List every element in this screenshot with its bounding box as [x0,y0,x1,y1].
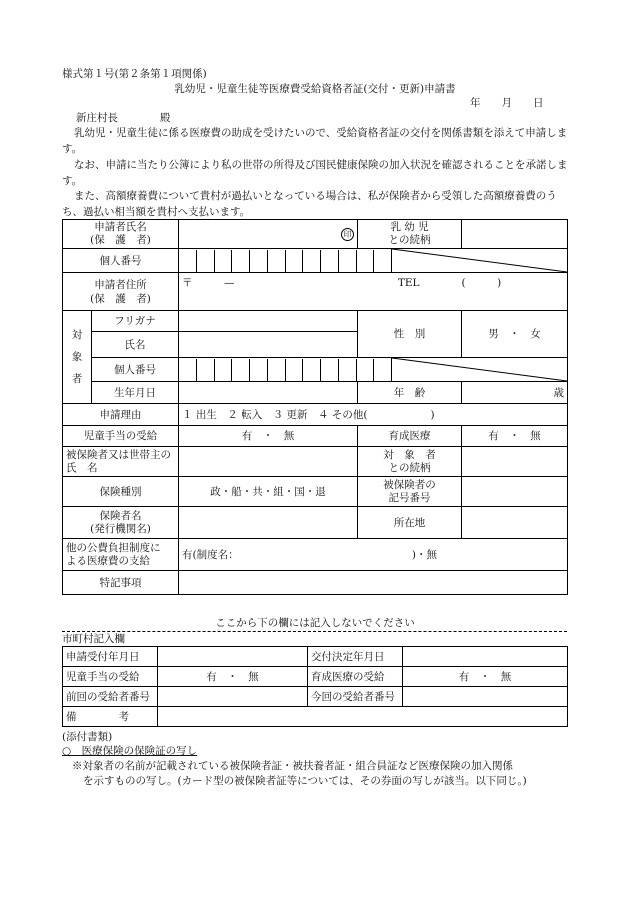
insurer-name-field[interactable] [179,507,358,539]
addressee: 新庄村長 殿 [76,112,171,124]
insurance-symbol-field[interactable] [462,477,568,507]
furigana-field[interactable] [179,311,358,332]
office-remarks-field[interactable] [158,707,568,727]
subject-id-label: 個人番号 [92,358,179,382]
subject-side-label: 対 象 者 [63,311,92,404]
applicant-address-field[interactable] [179,273,568,311]
office-child-allowance-label: 児童手当の受給 [63,667,158,687]
child-allowance-label: 児童手当の受給 [63,426,179,447]
attachment-note-line-1: ※対象者の名前が記載されている被保険者証・被扶養者証・組合員証など医療保険の加入関係 [72,760,513,772]
intro-paragraph-2: なお、申請に当たり公簿により私の世帯の所得及び国民健康保険の加入状況を確認されることを承諾します。 [62,159,568,187]
applicant-address-label: 申請者住所 (保 護 者) [63,273,179,311]
applicant-id-boxes[interactable] [179,249,392,273]
insured-name-label: 被保険者又は世帯主の 氏 名 [63,447,179,477]
subject-relation-field[interactable] [462,447,568,477]
relation-to-child-field[interactable] [462,220,568,249]
attachment-note-line-2: を示すものの写し。(カード型の被保険者証等については、その券面の写しが該当。以下同じ。) [83,775,527,787]
subject-name-field[interactable] [179,332,358,358]
sex-options[interactable]: 男 ・ 女 [462,311,568,358]
current-number-field[interactable] [403,687,568,707]
subject-relation-label: 対 象 者 との続柄 [358,447,462,477]
remarks-field[interactable] [179,571,568,595]
intro-paragraph-1: 乳幼児・児童生徒に係る医療費の助成を受けたいので、受給資格者証の交付を関係書類を添えて申請します。 [62,127,568,155]
ikusei-label: 育成医療 [358,426,462,447]
prev-number-field[interactable] [158,687,308,707]
insurance-symbol-label: 被保険者の 記号番号 [358,477,462,507]
age-label: 年 齢 [358,382,462,404]
office-use-table [62,646,568,727]
postal-code: 〒 — [182,277,235,289]
received-date-label: 申請受付年月日 [63,647,158,667]
application-table [62,219,568,595]
sex-label: 性 別 [358,311,462,358]
applicant-id-blank-diagonal [392,249,568,273]
prev-number-label: 前回の受給者番号 [63,687,158,707]
remarks-label: 特記事項 [63,571,179,595]
divider-note: ここから下の欄には記入しないでください [215,617,415,629]
decided-date-field[interactable] [403,647,568,667]
insurance-type-label: 保険種別 [63,477,179,507]
applicant-id-label: 個人番号 [63,249,179,273]
office-ikusei-label: 育成医療の受給 [308,667,403,687]
public-fund-field[interactable]: 有(制度名： )・無 [179,539,568,571]
office-remarks-label: 備 考 [63,707,158,727]
ikusei-options[interactable]: 有 ・ 無 [462,426,568,447]
reason-label: 申請理由 [63,404,179,426]
office-section-label: 市町村記入欄 [62,633,125,645]
birth-date-field[interactable] [179,382,358,404]
attachments-heading: (添付書類) [62,731,113,743]
applicant-name-label: 申請者氏名 (保 護 者) [63,220,179,249]
child-allowance-options[interactable]: 有 ・ 無 [179,426,358,447]
subject-id-blank-diagonal [392,358,568,382]
dashed-divider [62,631,567,632]
relation-to-child-label: 乳 幼 児 との続柄 [358,220,462,249]
date-line: 年 月 日 [470,97,544,109]
office-ikusei-options[interactable]: 有 ・ 無 [403,667,568,687]
furigana-label: フリガナ [92,311,179,332]
received-date-field[interactable] [158,647,308,667]
form-title: 乳幼児・児童生徒等医療費受給資格者証(交付・更新)申請書 [174,83,456,95]
form-number: 様式第１号(第２条第１項関係) [62,68,207,80]
attachment-item: ○ 医療保険の保険証の写し [62,745,198,757]
insurer-name-label: 保険者名 (発行機関名) [63,507,179,539]
subject-id-boxes[interactable] [179,358,392,382]
telephone: TEL ( ) [397,277,502,289]
seal-icon: 印 [341,228,354,241]
public-fund-label: 他の公費負担制度に よる医療費の支給 [63,539,179,571]
reason-options[interactable]: １ 出生 ２ 転入 ３ 更新 ４ その他( ) [179,404,568,426]
subject-name-label: 氏名 [92,332,179,358]
office-child-allowance-options[interactable]: 有 ・ 無 [158,667,308,687]
intro-paragraph-3: また、高額療養費について貴村が過払いとなっている場合は、私が保険者から受領した高額療養費のうち、過払い相当額を貴村へ支払います。 [62,190,557,218]
insurance-type-options[interactable]: 政・船・共・組・国・退 [179,477,358,507]
applicant-name-field[interactable] [179,220,358,249]
current-number-label: 今回の受給者番号 [308,687,403,707]
insurer-location-label: 所在地 [358,507,462,539]
decided-date-label: 交付決定年月日 [308,647,403,667]
birth-date-label: 生年月日 [92,382,179,404]
insurer-location-field[interactable] [462,507,568,539]
insured-name-field[interactable] [179,447,358,477]
age-field[interactable]: 歳 [462,382,568,404]
